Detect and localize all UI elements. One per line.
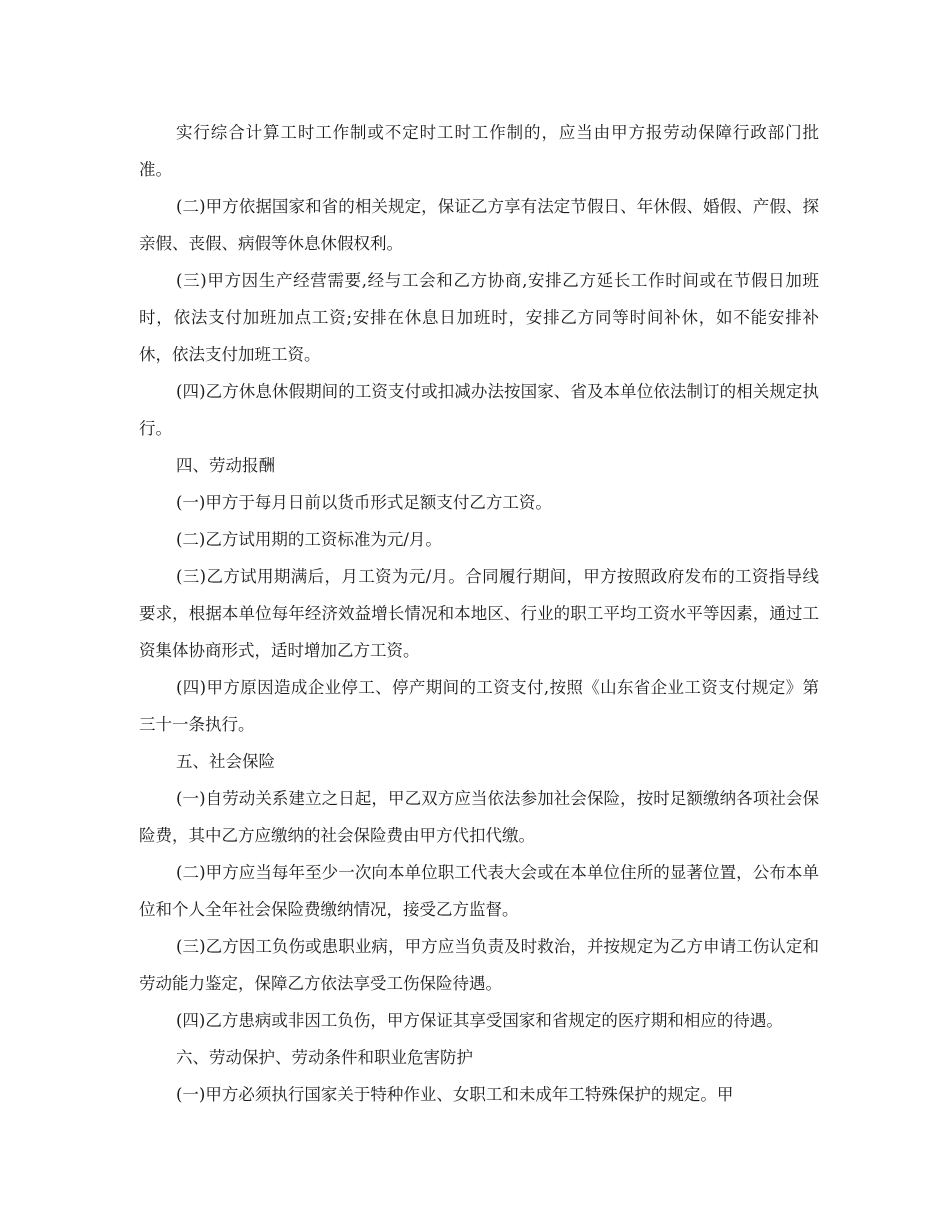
section-heading-remuneration: 四、劳动报酬 (176, 456, 275, 475)
document-body (139, 114, 819, 1113)
paragraph-rest-leave-rights: (二)甲方依据国家和省的相关规定，保证乙方享有法定节假日、年休假、婚假、产假、探亲假、丧假、病假等休息休假权利。 (139, 197, 819, 253)
paragraph-overtime-pay: (三)甲方因生产经营需要,经与工会和乙方协商,安排乙方延长工作时间或在节假日加班时，依法支付加班加点工资;安排在休息日加班时，安排乙方同等时间补休，如不能安排补休，依法支付加班工资。 (139, 271, 819, 364)
section-heading-social-insurance: 五、社会保险 (176, 752, 275, 771)
paragraph-insurance-enrollment: (一)自劳动关系建立之日起，甲乙双方应当依法参加社会保险，按时足额缴纳各项社会保险费，其中乙方应缴纳的社会保险费由甲方代扣代缴。 (139, 789, 819, 845)
paragraph-special-protection: (一)甲方必须执行国家关于特种作业、女职工和未成年工特殊保护的规定。甲 (176, 1085, 734, 1104)
paragraph-medical-period: (四)乙方患病或非因工负伤，甲方保证其享受国家和省规定的医疗期和相应的待遇。 (176, 1011, 783, 1030)
paragraph-shutdown-wage: (四)甲方原因造成企业停工、停产期间的工资支付,按照《山东省企业工资支付规定》第三十一条执行。 (139, 678, 819, 734)
paragraph-work-hours-approval: 实行综合计算工时工作制或不定时工时工作制的，应当由甲方报劳动保障行政部门批准。 (139, 123, 819, 179)
section-heading-labor-protection: 六、劳动保护、劳动条件和职业危害防护 (176, 1048, 473, 1067)
paragraph-wage-payment-date: (一)甲方于每月日前以货币形式足额支付乙方工资。 (176, 493, 552, 512)
paragraph-work-injury: (三)乙方因工负伤或患职业病，甲方应当负责及时救治，并按规定为乙方申请工伤认定和劳动能力鉴定，保障乙方依法享受工伤保险待遇。 (139, 937, 819, 993)
paragraph-monthly-wage: (三)乙方试用期满后，月工资为元/月。合同履行期间，甲方按照政府发布的工资指导线要求，根据本单位每年经济效益增长情况和本地区、行业的职工平均工资水平等因素，通过工资集体协商形式，适时增加乙方工资。 (139, 567, 819, 660)
paragraph-leave-wage: (四)乙方休息休假期间的工资支付或扣减办法按国家、省及本单位依法制订的相关规定执行。 (139, 382, 819, 438)
paragraph-insurance-disclosure: (二)甲方应当每年至少一次向本单位职工代表大会或在本单位住所的显著位置，公布本单位和个人全年社会保险费缴纳情况，接受乙方监督。 (139, 863, 819, 919)
paragraph-probation-wage: (二)乙方试用期的工资标准为元/月。 (176, 530, 442, 549)
